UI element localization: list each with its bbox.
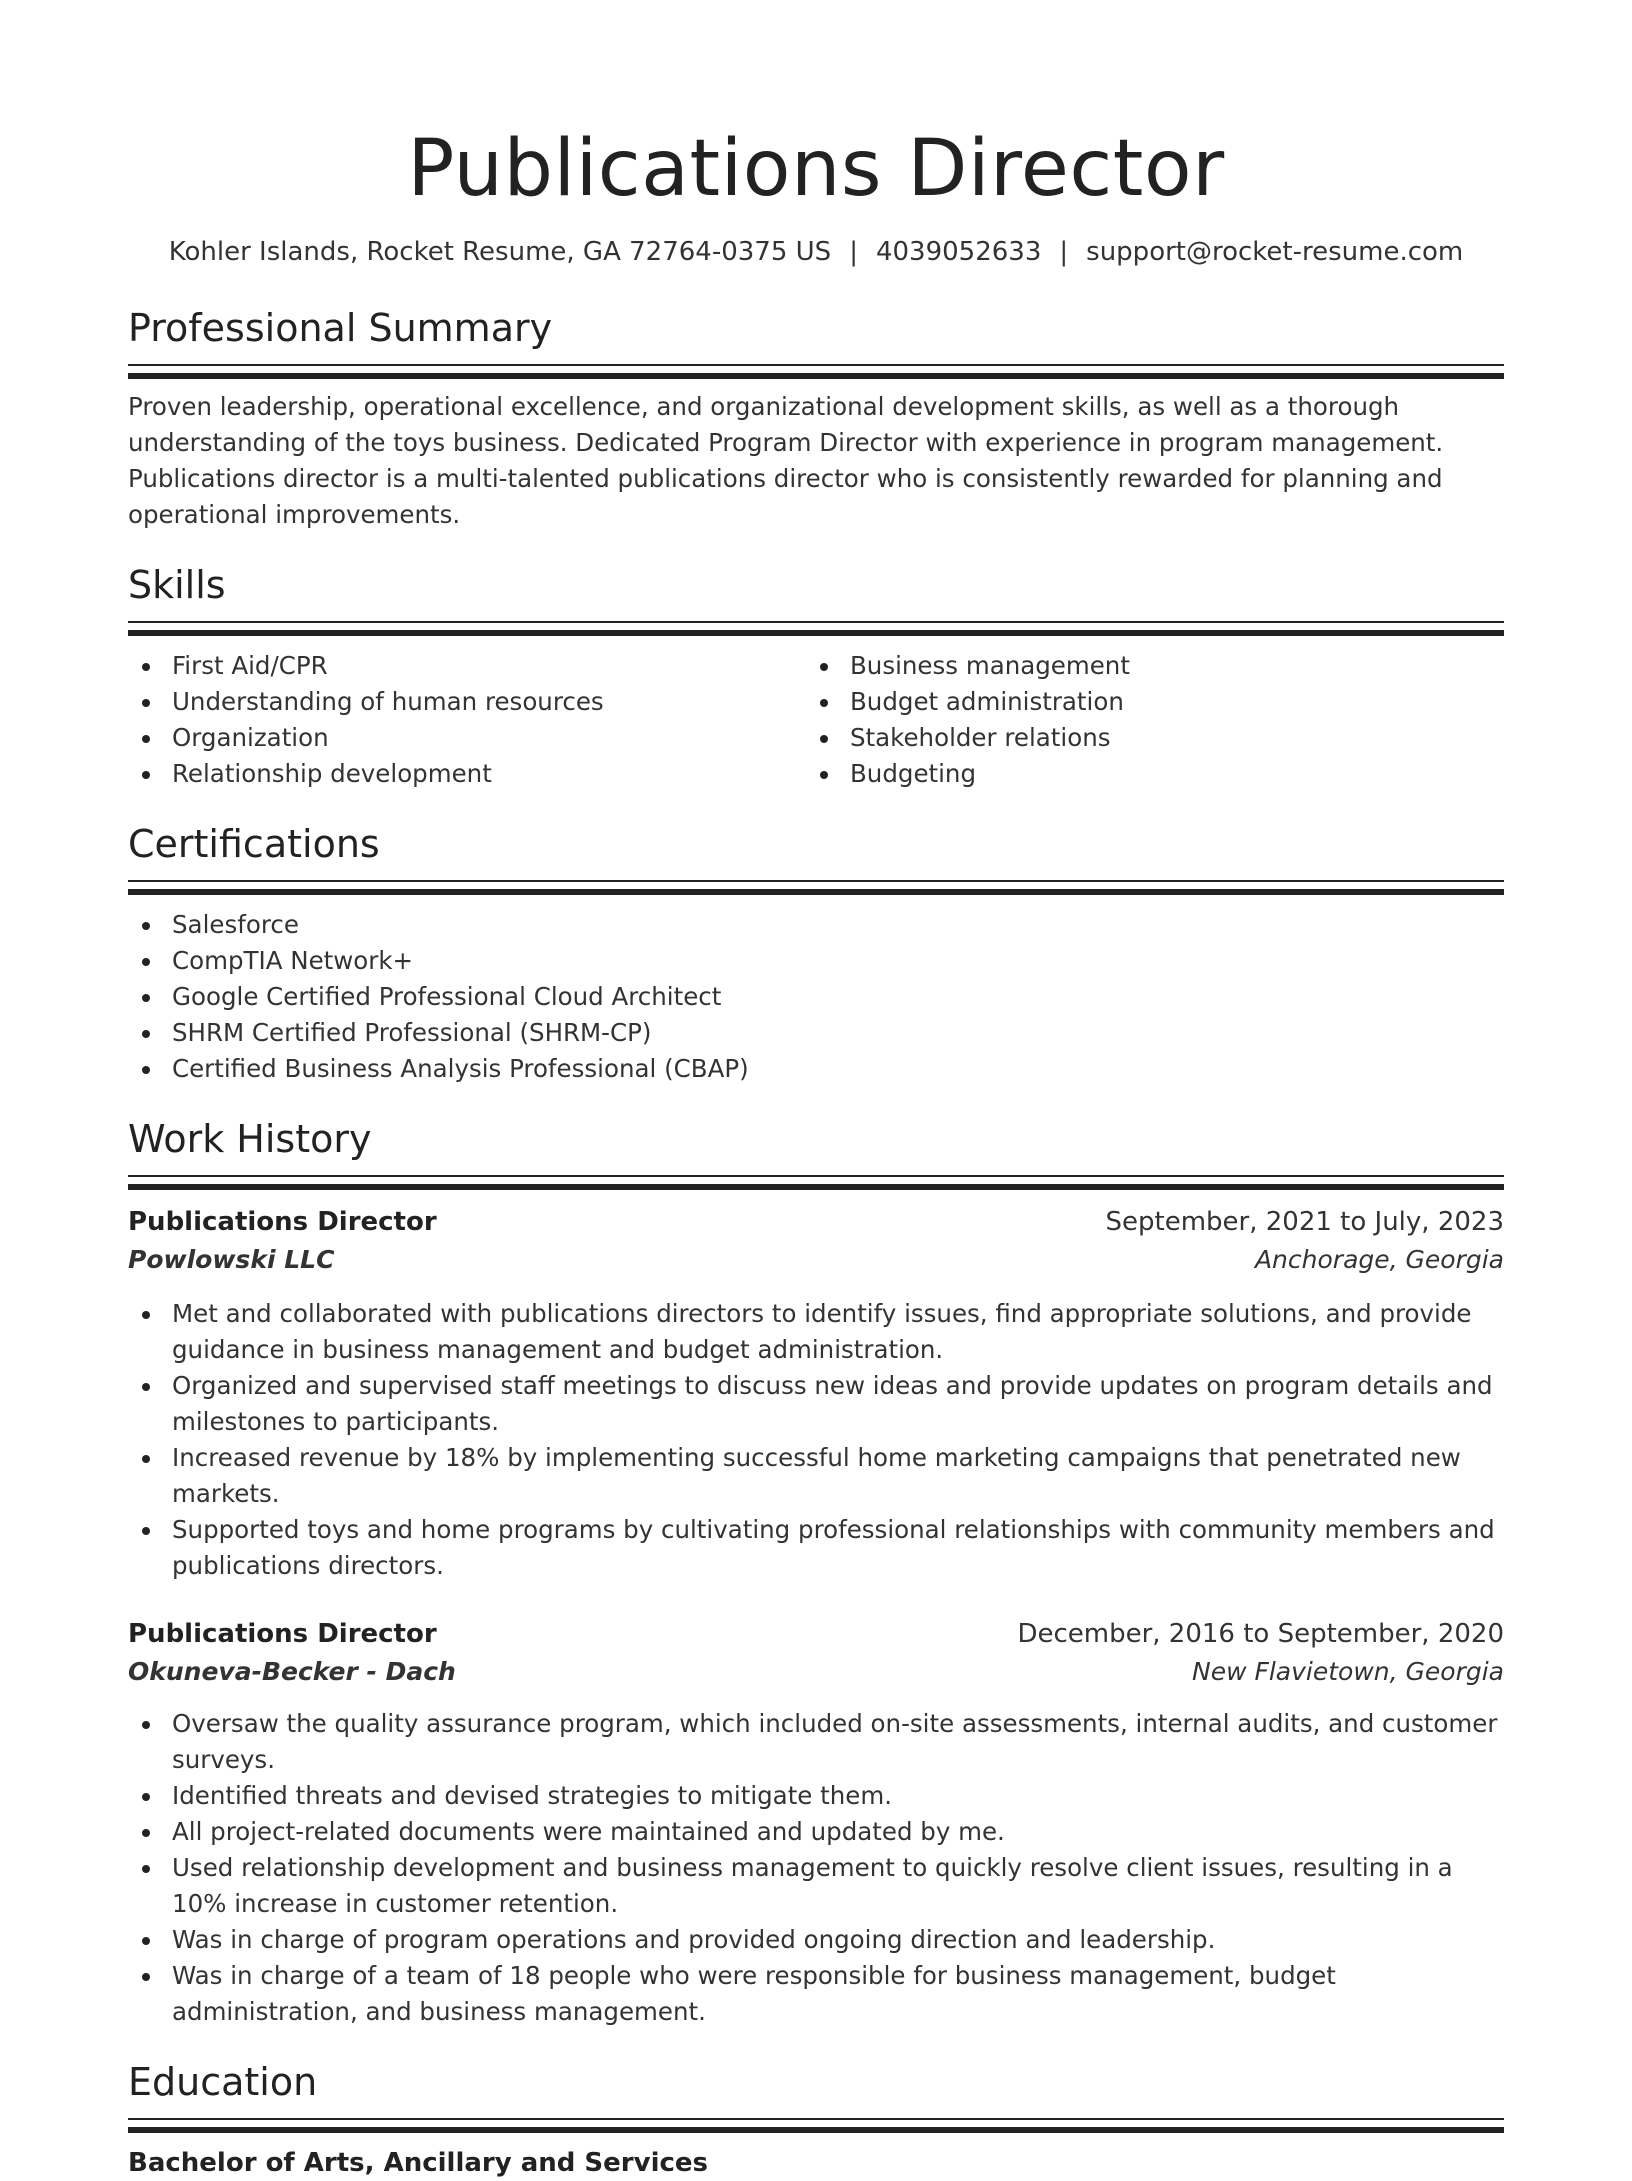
job-bullets: [128, 1706, 1504, 2030]
skills-list-right: [806, 648, 1504, 792]
job-company: Okuneva-Becker - Dach: [128, 1657, 456, 1686]
certifications-section: [128, 820, 1504, 1087]
section-divider: [128, 2118, 1504, 2133]
job-company: Powlowski LLC: [128, 1245, 335, 1274]
job-bullets: [128, 1296, 1504, 1584]
contact-email: support@rocket-resume.com: [1086, 237, 1464, 267]
certification-item: CompTIA Network+: [128, 943, 1504, 979]
skill-item: Relationship development: [128, 756, 806, 792]
job-dates: December, 2016 to September, 2020: [1017, 1619, 1504, 1649]
certification-item: Google Certified Professional Cloud Architect: [128, 979, 1504, 1015]
job-bullet: Met and collaborated with publications directors to identify issues, find appropriate solutions, and provide guidance in business management and budget administration.: [128, 1296, 1504, 1368]
certification-item: Certified Business Analysis Professional (CBAP): [128, 1051, 1504, 1087]
job-bullet: Increased revenue by 18% by implementing successful home marketing campaigns that penetrated new markets.: [128, 1440, 1504, 1512]
contact-address: Kohler Islands, Rocket Resume, GA 72764-0375 US: [168, 237, 832, 267]
contact-phone: 4039052633: [875, 237, 1042, 267]
job-bullet: Used relationship development and business management to quickly resolve client issues, resulting in a 10% increase in customer retention.: [128, 1850, 1504, 1922]
job-entry: [128, 1204, 1504, 1584]
skill-item: Stakeholder relations: [806, 720, 1504, 756]
job-bullet: All project-related documents were maintained and updated by me.: [128, 1814, 1504, 1850]
certifications-list: [128, 907, 1504, 1087]
skill-item: Budget administration: [806, 684, 1504, 720]
section-divider: [128, 621, 1504, 636]
skill-item: First Aid/CPR: [128, 648, 806, 684]
job-header-row: [128, 1616, 1504, 1652]
job-bullet: Oversaw the quality assurance program, which included on-site assessments, internal audits, and customer surveys.: [128, 1706, 1504, 1778]
skill-item: Organization: [128, 720, 806, 756]
education-degree: Bachelor of Arts, Ancillary and Services: [128, 2148, 708, 2178]
job-bullet: Was in charge of a team of 18 people who were responsible for business management, budget administration, and business management.: [128, 1958, 1504, 2030]
summary-text: Proven leadership, operational excellence, and organizational development skills, as well as a thorough understanding of the toys business. Dedicated Program Director with experience in program management. Publications director is a multi-talented publications director who is consistently rewarded for planning and operational improvements.: [128, 392, 1444, 529]
certification-item: SHRM Certified Professional (SHRM-CP): [128, 1015, 1504, 1051]
job-dates: September, 2021 to July, 2023: [1105, 1207, 1504, 1237]
skills-grid: [128, 648, 1504, 792]
job-location: Anchorage, Georgia: [1254, 1245, 1504, 1274]
job-location: New Flavietown, Georgia: [1192, 1657, 1504, 1686]
contact-line: [128, 236, 1504, 268]
section-title-education: Education: [128, 2060, 318, 2104]
job-bullet: Was in charge of program operations and provided ongoing direction and leadership.: [128, 1922, 1504, 1958]
education-section: [128, 2058, 1504, 2181]
contact-separator: |: [849, 237, 858, 267]
section-divider: [128, 364, 1504, 379]
skill-item: Budgeting: [806, 756, 1504, 792]
skill-item: Business management: [806, 648, 1504, 684]
skills-section: [128, 561, 1504, 792]
resume-name: Publications Director: [407, 124, 1225, 214]
certification-item: Salesforce: [128, 907, 1504, 943]
section-divider: [128, 880, 1504, 895]
work-section: [128, 1115, 1504, 2030]
contact-separator: |: [1059, 237, 1069, 267]
skills-list-left: [128, 648, 806, 792]
section-divider: [128, 1175, 1504, 1190]
job-title: Publications Director: [128, 1619, 437, 1649]
job-header-row: [128, 1204, 1504, 1240]
skill-item: Understanding of human resources: [128, 684, 806, 720]
job-entry: [128, 1616, 1504, 2030]
section-title-work: Work History: [128, 1117, 372, 1161]
section-title-certifications: Certifications: [128, 822, 380, 866]
job-title: Publications Director: [128, 1207, 437, 1237]
section-title-skills: Skills: [128, 563, 226, 607]
job-bullet: Identified threats and devised strategies to mitigate them.: [128, 1778, 1504, 1814]
section-title-summary: Professional Summary: [128, 306, 553, 350]
summary-section: [128, 304, 1504, 533]
job-bullet: Organized and supervised staff meetings to discuss new ideas and provide updates on program details and milestones to participants.: [128, 1368, 1504, 1440]
job-subheader-row: [128, 1652, 1504, 1692]
job-bullet: Supported toys and home programs by cultivating professional relationships with community members and publications directors.: [128, 1512, 1504, 1584]
job-subheader-row: [128, 1240, 1504, 1280]
